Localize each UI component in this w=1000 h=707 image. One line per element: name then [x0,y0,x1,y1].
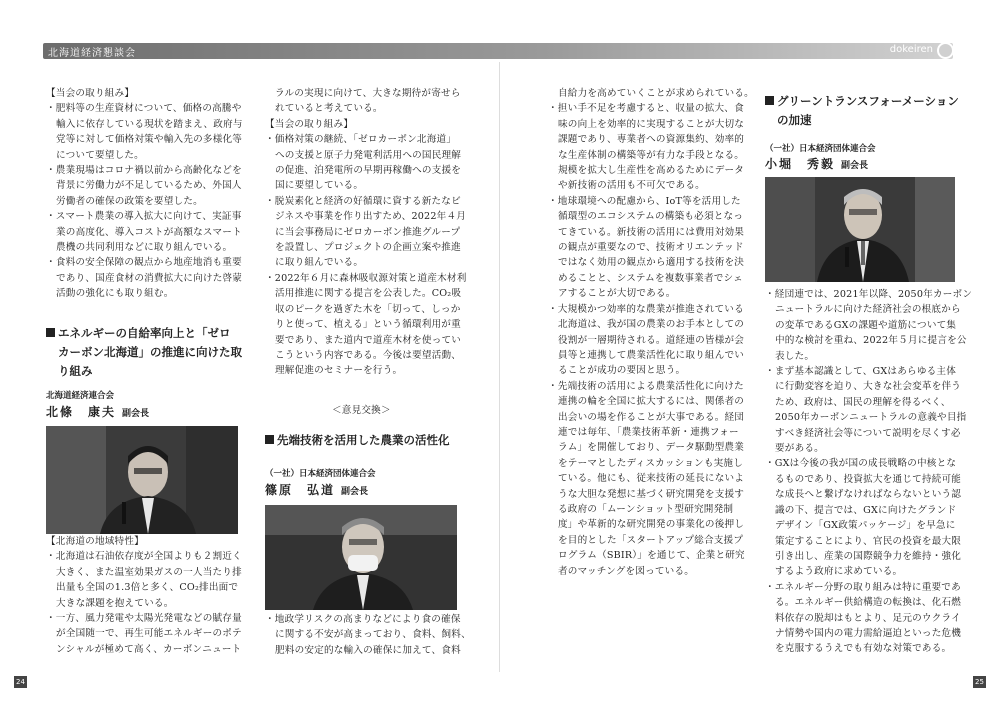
bullet-line: 大きく、また温室効果ガスの一人当たり排 [56,566,242,578]
bullet-line: な成長へと繋げなければならないという認 [775,489,962,501]
bullet-line: 出量も全国の1.3倍と多く、CO₂排出面で [56,582,239,594]
publication-title: 北海道経済懇談会 [48,48,136,59]
bullet-line: ・脱炭素化と経済の好循環に資する新たなビ [265,195,461,207]
bullet-line: が全国随一で、再生可能エネルギーのポテ [56,628,242,640]
bullet-line: ・先端技術の活用による農業活性化に向けた [548,380,744,392]
bullet-line: 料依存の脱却はもとより、足元のウクライ [775,612,961,624]
bullet-line: ンシャルが極めて高く、カーボンニュート [56,643,242,655]
bullet-line: であり、国産食材の消費拡大に向けた啓蒙 [56,272,243,284]
section-heading-agri-tech: 先端技術を活用した農業の活性化 [265,431,450,450]
bullet-line: ・地政学リスクの高まりなどにより食の確保 [265,614,461,625]
bullet-list [548,101,754,579]
bullet-line: ・食料の安全保障の観点から地産地消も重要 [46,257,242,269]
bullet-line: を設置し、プロジェクトの企画立案や推進 [275,242,461,254]
bullet-line: 規模を拡大し生産性を高めるためにデータ [558,165,745,177]
bullet-line: 農機の共同利用などに取り組んでいる。 [56,242,233,254]
bullet-line: ・スマート農業の導入拡大に向けて、実証事 [46,211,242,223]
speaker-photo-hojo [46,426,238,534]
bullet-line: に行動変容を迫り、大きな社会変革を伴う [775,381,962,393]
bullet-line: 出会いの場を作ることが大事である。経団 [558,411,745,423]
bullet-list [46,549,242,657]
bullet-line: 活用推進に関する提言を公表した。CO₂吸 [275,288,462,300]
bullet-line: の促進、泊発電所の早期再稼働への支援を [275,165,462,177]
speaker-org: （一社）日本経済団体連合会 [265,469,376,479]
bullet-line: 連では毎年、「農業技術革新・連携フォー [558,426,739,438]
bullet-line: の変革であるGXの課題や道筋について集 [775,319,957,331]
bullet-line: 業の高度化、導入コストが高額なスマート [56,226,242,238]
speaker-role: 副会長 [122,409,150,419]
bullet-line: ログラム（SBIR）」を通じて、企業と研究 [558,550,745,562]
bullet-line: ジネスや事業を作り出すため、2022年４月 [275,211,467,223]
bullet-line: 循環型のエコシステムの構築も必須となっ [558,211,744,223]
bullet-line: ている。他にも、従来技術の延長にないよ [558,473,745,485]
column-3: 自給力を高めていくことが求められている。 ・担い手不足を考慮すると、収量の拡大、食 味の向上を効率的に実現することが大切な 課題であり、専業者への資源集約、効率的 な生産体制の構築等が有力な手段となる。 規模を拡大し生産性を高めるためにデータ や新技術の活用も不可欠である。 ・地球環境への配慮から、IoT等を活用した 循環型のエコシステムの構築も必須となっ てきている。新技術の活用には費用対効果 の観点が重要なので、技術オリエンテッド ではなく効用の観点から適用する技術を決 めることと、システムを複数事業者でシェ アすることが大切である。 ・大規模かつ効率的な農業が推進されている 北海道は、我が国の農業のお手本としての 役割が一層期待される。道経連の皆様が会 員等と連携して農業活性化に取り組んでい ることが成功の要因と思う。 ・先端技術の活用による農業活性化に向けた 連携の輪を全国に拡大するには、関係者の 出会いの場を作ることが大事である。経団 連では毎年、「農業技術革新・連携フォー ラム」を開催しており、データ駆動型農業 をテーマとしたディスカッションも実施し ている。他にも、従来技術の延長にないよ うな大胆な発想に基づく研究開発を支援す る政府の「ムーンショット型研究開発制 度」や革新的な研究開発の事業化の後押し を目的とした「スタートアップ総合支援プ ログラム（SBIR）」を通じて、企業と研究 者のマッチングを図っている。 [548,86,754,579]
bullet-line: 識の下、提言では、GXに向けたグランド [775,504,957,516]
section-heading-energy: エネルギーの自給率向上と「ゼロ カーボン北海道」の推進に向けた取 り組み [46,324,242,381]
bullet-line: アすることが大切である。 [558,288,676,300]
bullet-line: 度」や革新的な研究開発の事業化の後押し [558,519,745,531]
bullet-line: ラム」を開催しており、データ駆動型農業 [558,442,744,454]
bullet-line: な生産体制の構築等が有力な手段となる。 [558,149,745,161]
bullet-line: 策定することにより、官民の投資を最大限 [775,535,962,547]
speaker-org: （一社）日本経済団体連合会 [765,144,876,154]
bullet-line: 背景に労働力が不足しているため、外国人 [56,180,242,192]
bullet-line: するよう政府に求めている。 [775,566,903,578]
speaker-photo-shinohara [265,505,457,610]
bullet-line: や新技術の活用も不可欠である。 [558,180,705,192]
bullet-line: 中的な検討を重ね、2022年５月に提言を公 [775,335,967,347]
bullet-line: る。エネルギー供給構造の転換は、化石燃 [775,597,962,609]
bullet-line: りと使って、植える」という循環利用が重 [275,319,461,331]
bullet-line: る政府の「ムーンショット型研究開発制 [558,503,734,515]
portrait-image [46,426,238,534]
speaker-name: 篠原 弘道 副会長 [265,483,369,497]
bullet-line: ・北海道は石油依存度が全国よりも２割近く [46,551,242,563]
bullet-line: ・大規模かつ効率的な農業が推進されている [548,303,744,315]
exchange-label: ＜意見交換＞ [332,405,391,416]
column-1-lower [46,534,242,657]
bullet-line: 収のピークを過ぎた木を「切って、しっか [275,303,461,315]
bullet-line: 役割が一層期待される。道経連の皆様が会 [558,334,745,346]
bullet-list [46,101,243,301]
speaker-name: 小堀 秀毅 副会長 [765,157,869,171]
bullet-line: ナ情勢や国内の電力需給逼迫といった危機 [775,627,962,639]
bullet-line: ・2022年６月に森林吸収源対策と道産木材利 [265,272,467,284]
speaker-role: 副会長 [841,161,869,171]
page-number-right: 25 [973,676,986,688]
bullet-line: 北海道は、我が国の農業のお手本としての [558,319,745,331]
bullet-line: ・GXは今後の我が国の成長戦略の中核とな [765,458,957,470]
bullet-line: こうという内容である。今後は要望活動、 [275,349,462,361]
bullet-line: ・地球環境への配慮から、IoT等を活用した [548,195,741,207]
speaker-name: 北條 康夫 副会長 [46,405,150,419]
bullet-line: の観点が重要なので、技術オリエンテッド [558,242,744,254]
bullet-line: ・エネルギー分野の取り組みは特に重要であ [765,581,961,593]
bullet-line: ・担い手不足を考慮すると、収量の拡大、食 [548,103,744,115]
bullet-line: 要であり、また道内で道産木材を使ってい [275,334,462,346]
bullet-line: 課題であり、専業者への資源集約、効率的 [558,134,745,146]
portrait-image [265,505,457,610]
bullet-line: うな大胆な発想に基づく研究開発を支援す [558,488,745,500]
section-label: 【当会の取り組み】 [265,118,354,130]
bullet-line: に当会事務局にゼロカーボン推進グループ [275,226,461,238]
bullet-line: 大きな課題を抱えている。 [56,597,174,609]
bullet-line: 活動の強化にも取り組む。 [56,288,174,300]
bullet-line: を目的とした「スタートアップ総合支援プ [558,534,744,546]
bullet-line: すべき経済社会等について説明を尽くす必 [775,427,961,439]
bullet-line: 要がある。 [775,443,824,455]
heading-square-icon [265,435,274,444]
bullet-line: 者のマッチングを図っている。 [558,565,695,577]
bullet-line: 表した。 [775,350,815,362]
bullet-line: めることと、システムを複数事業者でシェ [558,272,743,284]
bullet-line: デザイン「GX政策パッケージ」を早急に [775,520,956,532]
bullet-line: ・肥料等の生産資材について、価格の高騰や [46,103,242,115]
portrait-image [765,177,955,282]
bullet-line: について要望した。 [56,149,144,161]
bullet-line: ニュートラルに向けた経済社会の根底から [775,304,961,316]
bullet-line: 理解促進のセミナーを行う。 [275,365,403,377]
bullet-line: をテーマとしたディスカッションも実施し [558,457,744,469]
page-gutter [499,62,500,672]
bullet-line: ・経団連では、2021年以降、2050年カーボン [765,289,973,300]
bullet-line: への支援と原子力発電利活用への国民理解 [275,149,462,161]
bullet-line: ・農業現場はコロナ禍以前から高齢化などを [46,165,242,177]
bullet-line: 2050年カーボンニュートラルの意義や目指 [775,412,967,424]
bullet-line: ・一方、風力発電や太陽光発電などの賦存量 [46,613,242,625]
section-heading-gx: グリーントランスフォーメーション の加速 [765,92,959,130]
brand-circle-icon [937,42,954,59]
bullet-line: 労働者の確保の政策を要望した。 [56,195,203,207]
speaker-photo-kobori [765,177,955,282]
bullet-list [265,132,467,379]
bullet-line: 輸入に依存している現状を踏まえ、政府与 [56,118,243,130]
column-4 [765,287,972,657]
bullet-line: に関する不安が高まっており、食料、飼料、 [275,629,471,641]
bullet-line: 連携の輪を全国に拡大するには、関係者の [558,396,745,408]
section-label: 【北海道の地域特性】 [46,536,144,547]
bullet-line: に取り組んでいる。 [275,257,364,269]
bullet-line: てきている。新技術の活用には費用対効果 [558,226,745,238]
bullet-line: 国に要望している。 [275,180,364,192]
column-1 [46,86,243,302]
heading-square-icon [765,96,774,105]
bullet-line: ・価格対策の継続、「ゼロカーボン北海道」 [265,134,457,146]
brand-label: dokeiren [889,44,933,55]
bullet-line: 引き出し、産業の国際競争力を維持・強化 [775,550,962,562]
bullet-line: ではなく効用の観点から適用する技術を決 [558,257,745,269]
heading-square-icon [46,328,55,337]
page-number-left: 24 [14,676,27,688]
bullet-line: ため、政府は、国民の理解を得るべく、 [775,396,951,408]
bullet-list [265,612,471,658]
bullet-line: を克服するうえでも有効な対策である。 [775,643,952,655]
bullet-line: ることが成功の要因と思う。 [558,365,686,377]
speaker-role: 副会長 [341,487,369,497]
section-label: 【当会の取り組み】 [46,88,135,99]
bullet-list [765,287,972,657]
bullet-line: 員等と連携して農業活性化に取り組んでい [558,349,745,361]
bullet-line: 党等に対して価格対策や輸入先の多様化等 [56,134,243,146]
bullet-line: ・まず基本認識として、GXはあらゆる主体 [765,366,956,378]
bullet-line: 味の向上を効率的に実現することが大切な [558,118,745,130]
speaker-org: 北海道経済連合会 [46,391,115,401]
bullet-line: るものであり、投資拡大を通じて持続可能 [775,473,962,485]
column-2: ラルの実現に向けて、大きな期待が寄せら れていると考えている。 【当会の取り組み】 ・価格対策の継続、「ゼロカーボン北海道」 への支援と原子力発電利活用への国民理解 の促進、泊発電所の早期再稼働への支援を 国に要望している。 ・脱炭素化と経済の好循環に資する新たなビ ジネスや事業を作り出すため、2022年４月 に当会事務局にゼロカーボン推進グループ を設置し、プロジェクトの企画立案や推進 に取り組んでいる。 ・2022年６月に森林吸収源対策と道産木材利 活用推進に関する提言を公表した。CO₂吸 収のピークを過ぎた木を「切って、しっか りと使って、植える」という循環利用が重 要であり、また道内で道産木材を使ってい こうという内容である。今後は要望活動、 理解促進のセミナーを行う。 [265,86,467,379]
column-2-lower [265,612,471,658]
header-bar [43,43,953,59]
bullet-line: 肥料の安定的な輸入の確保に加えて、食料 [275,644,461,656]
